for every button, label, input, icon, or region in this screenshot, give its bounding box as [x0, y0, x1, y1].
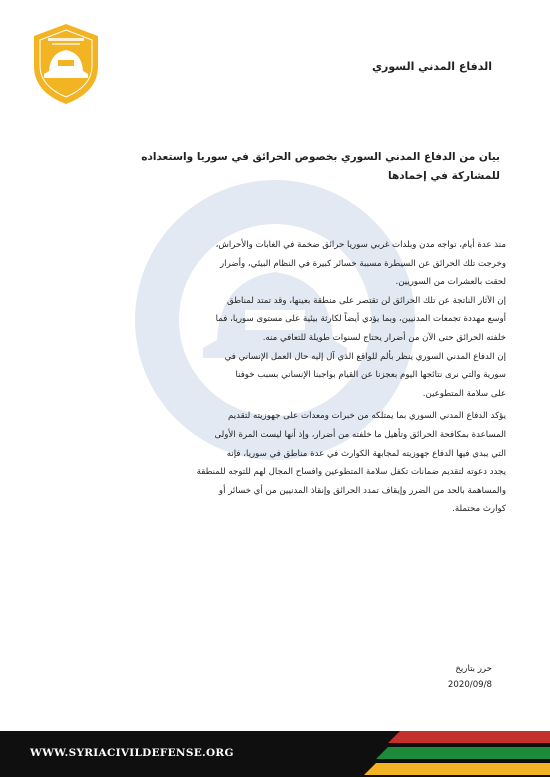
body-line: المساعدة بمكافحة الحرائق وتأهيل ما خلفته من أضرار، وإذ أنها ليست المرة الأولى	[214, 429, 506, 440]
body-line: سورية والتي نرى نتائجها اليوم بعجزنا عن القيام بواجبنا الإنساني بسبب خوفنا	[235, 370, 506, 381]
signature-date: 2020/09/8	[447, 680, 492, 690]
website-link[interactable]: WWW.SYRIACIVILDEFENSE.ORG	[30, 747, 234, 759]
footer-bar	[0, 731, 550, 777]
body-line: يؤكد الدفاع المدني السوري بما يمتلكه من خبرات ومعدات على جهوزيته لتقديم	[228, 411, 506, 422]
body-line: وخرجت تلك الحرائق عن السيطرة مسببة خسائر كبيرة في النظام البيئي، وأضرار	[220, 258, 506, 269]
signature-label: حرر بتاريخ	[455, 664, 492, 674]
paragraph-1	[58, 236, 506, 292]
paragraph-3	[58, 348, 506, 404]
body-line: لحقت بالعشرات من السوريين.	[395, 277, 506, 288]
paragraph-2	[58, 292, 506, 348]
body-line: خلفته الحرائق حتى الآن من أضرار يحتاج لسنوات طويلة للتعافي منه.	[262, 332, 506, 343]
title-line: للمشاركة في إخمادها	[388, 170, 500, 182]
civil-defense-logo-icon	[30, 22, 102, 106]
statement-body	[58, 236, 506, 519]
flag-stripes-icon	[360, 731, 550, 777]
body-line: كوارث محتملة.	[452, 504, 506, 515]
body-line: يجدد دعوته لتقديم ضمانات تكفل سلامة المتطوعين وافساح المجال لهم للتوجه للمنطقة	[196, 467, 506, 478]
body-line: إن الدفاع المدني السوري ينظر بألم للواقع الذي آل إليه حال العمل الإنساني في	[224, 351, 506, 362]
body-line: أوسع مهددة تجمعات المدنيين، وبما يؤدي أيضاً لكارثة بيئية على مستوى سوريا، فما	[215, 314, 506, 325]
statement-title	[60, 148, 500, 186]
body-line: والمساهمة بالحد من الضرر وإيقاف تمدد الحرائق وإنقاذ المدنيين من أي خسائر أو	[218, 485, 506, 496]
body-line: التي يبدي فيها الدفاع جهوزيته لمجابهة الكوارث في عدة مناطق في سوريا، فإنه	[226, 448, 506, 459]
body-line: منذ عدة أيام، تواجه مدن وبلدات غربي سوريا حرائق ضخمة في الغابات والأحراش،	[215, 240, 506, 250]
paragraph-4	[58, 407, 506, 519]
body-line: على سلامة المتطوعين.	[422, 388, 506, 399]
signature-block	[332, 661, 492, 693]
title-line: بيان من الدفاع المدني السوري بخصوص الحرائق في سوريا واستعداده	[141, 151, 500, 163]
body-line: إن الآثار الناتجة عن تلك الحرائق لن تقتصر على منطقة بعينها، وقد تمتد لمناطق	[227, 295, 506, 306]
org-name: الدفاع المدني السوري	[371, 60, 492, 73]
